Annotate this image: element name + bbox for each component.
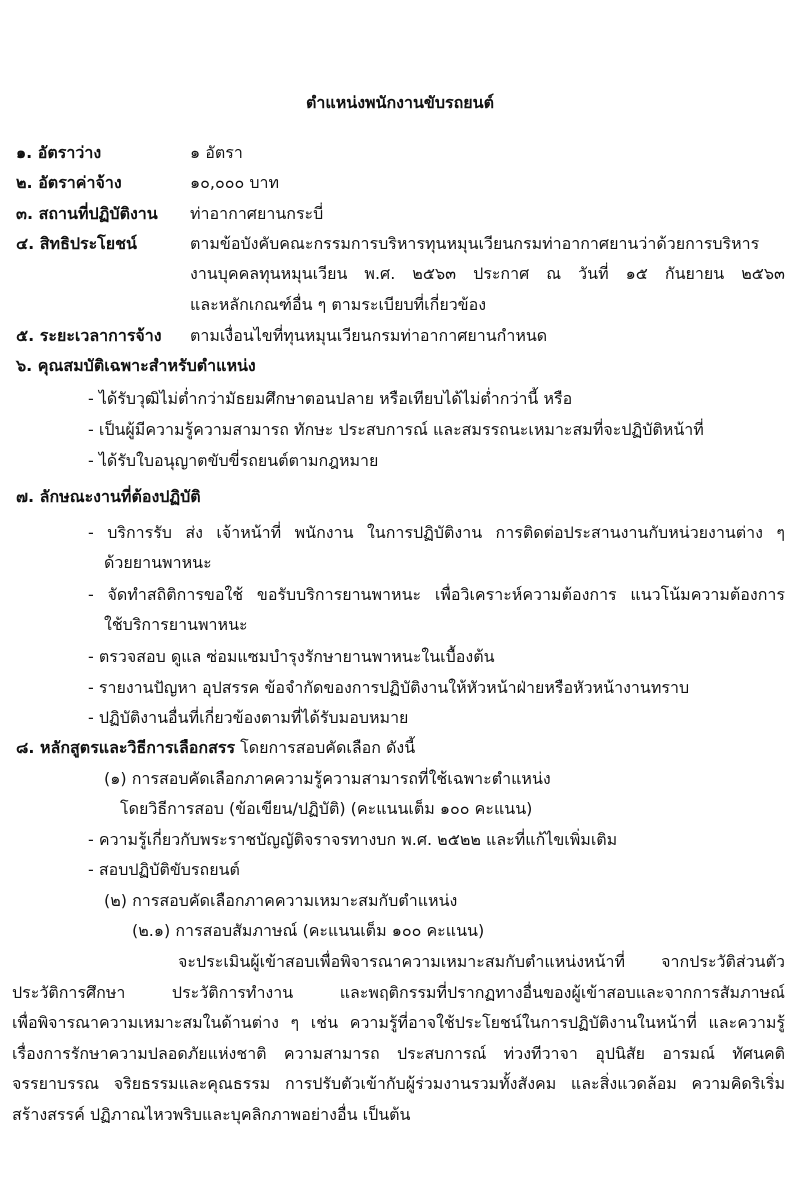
list-item-cont: ใช้บริการยานพาหนะ — [104, 615, 248, 634]
list-item: - ตรวจสอบ ดูแล ซ่อมแซมบำรุงรักษายานพาหนะในเบื้องต้น — [88, 647, 495, 666]
list-item: - เป็นผู้มีความรู้ความสามารถ ทักษะ ประสบการณ์ และสมรรถนะเหมาะสมที่จะปฏิบัติหน้าที่ — [88, 420, 704, 439]
item-label: ๕. ระยะเวลาการจ้าง — [16, 326, 162, 345]
item-label: ๓. สถานที่ปฏิบัติงาน — [16, 204, 158, 223]
paragraph-line: สร้างสรรค์ ปฏิภาณไหวพริบและบุคลิกภาพอย่างอื่น เป็นต้น — [12, 1105, 411, 1124]
item-label: ๒. อัตราค่าจ้าง — [16, 173, 122, 192]
list-item: - สอบปฏิบัติขับรถยนต์ — [88, 860, 240, 879]
item-value: ท่าอากาศยานกระบี่ — [190, 204, 324, 223]
section-heading-suffix: โดยการสอบคัดเลือก ดังนี้ — [235, 738, 416, 757]
item-label: ๔. สิทธิประโยชน์ — [16, 234, 137, 253]
paragraph-line: เรื่องการรักษาความปลอดภัยแห่งชาติ ความสามารถ ประสบการณ์ ท่วงทีวาจา อุปนิสัย อารมณ์ ทัศนคติ — [12, 1044, 785, 1063]
list-item: - จัดทำสถิติการขอใช้ ขอรับบริการยานพาหนะ เพื่อวิเคราะห์ความต้องการ แนวโน้มความต้องการ — [88, 585, 785, 604]
item-value: ๑ อัตรา — [190, 143, 243, 162]
list-item: - ปฏิบัติงานอื่นที่เกี่ยวข้องตามที่ได้รับมอบหมาย — [88, 708, 409, 727]
sub-item-cont: โดยวิธีการสอบ (ข้อเขียน/ปฏิบัติ) (คะแนนเต็ม ๑๐๐ คะแนน) — [120, 799, 533, 818]
paragraph-line: จะประเมินผู้เข้าสอบเพื่อพิจารณาความเหมาะสมกับตำแหน่งหน้าที่ จากประวัติส่วนตัว — [178, 952, 785, 971]
sub-item: (๑) การสอบคัดเลือกภาคความรู้ความสามารถที่ใช้เฉพาะตำแหน่ง — [104, 769, 551, 788]
list-item: - ได้รับใบอนุญาตขับขี่รถยนต์ตามกฎหมาย — [88, 451, 379, 470]
list-item: - บริการรับ ส่ง เจ้าหน้าที่ พนักงาน ในการปฏิบัติงาน การติดต่อประสานงานกับหน่วยงานต่าง ๆ — [88, 523, 785, 542]
list-item: - ความรู้เกี่ยวกับพระราชบัญญัติจราจรทางบก พ.ศ. ๒๕๒๒ และที่แก้ไขเพิ่มเติม — [88, 830, 618, 849]
section-heading — [16, 735, 415, 761]
item-value: ตามข้อบังคับคณะกรรมการบริหารทุนหมุนเวียนกรมท่าอากาศยานว่าด้วยการบริหาร — [190, 234, 760, 253]
paragraph-line: เพื่อพิจารณาความเหมาะสมในด้านต่าง ๆ เช่น ความรู้ที่อาจใช้ประโยชน์ในการปฏิบัติงานในหน้าที่ และความรู้ — [12, 1013, 785, 1032]
section-heading-bold: ๘. หลักสูตรและวิธีการเลือกสรร — [16, 738, 236, 757]
item-value: ๑๐,๐๐๐ บาท — [190, 173, 280, 192]
item-value: ตามเงื่อนไขที่ทุนหมุนเวียนกรมท่าอากาศยานกำหนด — [190, 326, 548, 345]
sub-sub-item: (๒.๑) การสอบสัมภาษณ์ (คะแนนเต็ม ๑๐๐ คะแนน) — [132, 921, 485, 940]
page-title: ตำแหน่งพนักงานขับรถยนต์ — [306, 93, 494, 112]
section-heading: ๗. ลักษณะงานที่ต้องปฏิบัติ — [16, 487, 201, 506]
paragraph-line: จรรยาบรรณ จริยธรรมและคุณธรรม การปรับตัวเข้ากับผู้ร่วมงานรวมทั้งสังคม และสิ่งแวดล้อม ความคิดริเริ่ม — [12, 1074, 785, 1093]
list-item-cont: ด้วยยานพาหนะ — [104, 553, 212, 572]
section-heading: ๖. คุณสมบัติเฉพาะสำหรับตำแหน่ง — [16, 356, 256, 375]
paragraph-line: ประวัติการศึกษา ประวัติการทำงาน และพฤติกรรมที่ปรากฏทางอื่นของผู้เข้าสอบและจากการสัมภาษณ์ — [12, 983, 785, 1002]
item-value: งานบุคคลทุนหมุนเวียน พ.ศ. ๒๕๖๓ ประกาศ ณ วันที่ ๑๕ กันยายน ๒๕๖๓ — [190, 264, 785, 283]
list-item: - รายงานปัญหา อุปสรรค ข้อจำกัดของการปฏิบัติงานให้หัวหน้าฝ่ายหรือหัวหน้างานทราบ — [88, 678, 690, 697]
list-item: - ได้รับวุฒิไม่ต่ำกว่ามัธยมศึกษาตอนปลาย หรือเทียบได้ไม่ต่ำกว่านี้ หรือ — [88, 389, 573, 408]
sub-item: (๒) การสอบคัดเลือกภาคความเหมาะสมกับตำแหน่ง — [104, 891, 458, 910]
item-label: ๑. อัตราว่าง — [16, 143, 102, 162]
item-value: และหลักเกณฑ์อื่น ๆ ตามระเบียบที่เกี่ยวข้อง — [190, 295, 487, 314]
